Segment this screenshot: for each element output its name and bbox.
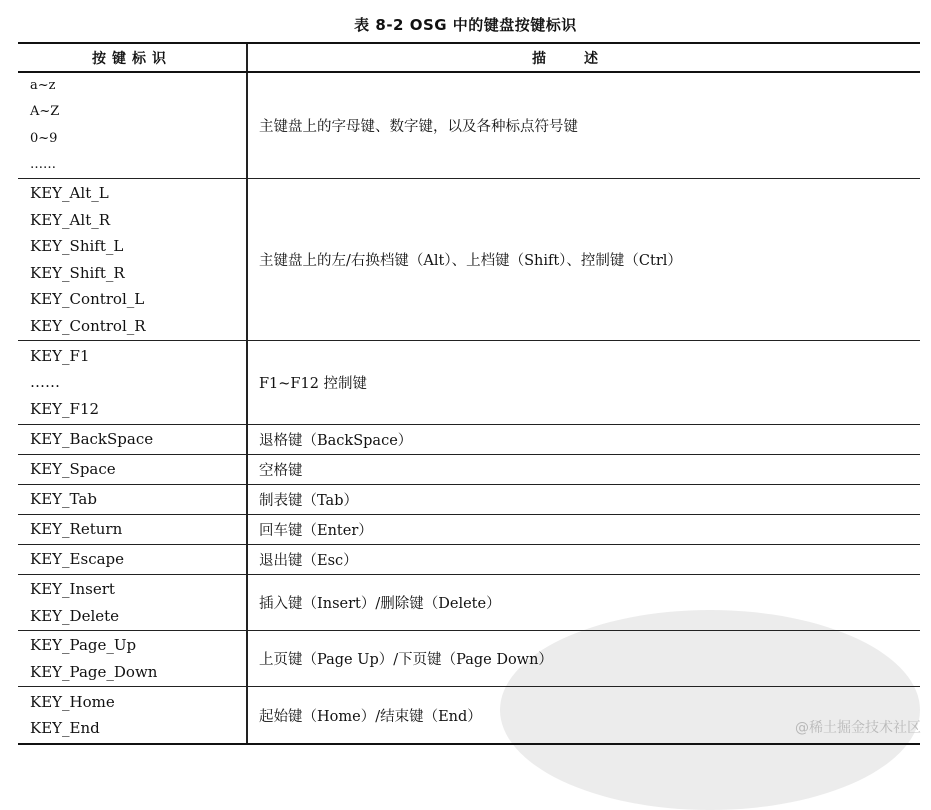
key-id: KEY_End [30, 719, 100, 737]
key-id: KEY_Shift_R [30, 263, 125, 282]
key-table [18, 42, 920, 745]
table-row [18, 341, 920, 425]
table-header-row [18, 44, 920, 73]
key-id: a~z [30, 77, 56, 93]
key-id: KEY_Return [30, 520, 123, 539]
table-row [18, 687, 920, 743]
key-id: KEY_Control_R [30, 316, 146, 335]
key-id-cell [18, 455, 248, 484]
watermark-text: @稀土掘金技术社区 [795, 720, 921, 736]
key-id-cell [18, 341, 248, 424]
description-cell: 退格键（BackSpace） [259, 433, 413, 449]
description-cell: 制表键（Tab） [259, 493, 358, 509]
key-id-cell [18, 687, 248, 743]
table-caption: 表 8-2 OSG 中的键盘按键标识 [354, 16, 577, 34]
description-cell: 空格键 [259, 463, 303, 479]
key-id-cell [18, 425, 248, 454]
description-cell: 退出键（Esc） [259, 553, 358, 569]
key-id-cell [18, 575, 248, 630]
description-cell: F1~F12 控制键 [259, 376, 368, 392]
table-row [18, 179, 920, 341]
key-id-cell [18, 515, 248, 544]
key-id: KEY_F12 [30, 399, 100, 418]
key-id: KEY_F1 [30, 346, 90, 365]
key-id: KEY_Tab [30, 490, 97, 509]
table-row [18, 545, 920, 575]
table-row [18, 515, 920, 545]
key-id: KEY_BackSpace [30, 430, 154, 449]
key-id: KEY_Page_Down [30, 662, 158, 681]
table-row [18, 73, 920, 179]
key-id: KEY_Shift_L [30, 237, 124, 255]
table-row [18, 485, 920, 515]
key-id: …… [30, 373, 60, 392]
key-id-cell [18, 73, 248, 178]
key-id: KEY_Escape [30, 550, 125, 569]
table-row [18, 575, 920, 631]
header-key-id: 按键标识 [18, 44, 248, 71]
description-cell: 回车键（Enter） [259, 523, 373, 539]
table-row [18, 455, 920, 485]
key-id: A~Z [30, 104, 60, 119]
table-row [18, 631, 920, 687]
key-id: KEY_Delete [30, 606, 120, 625]
key-id: KEY_Alt_R [30, 210, 111, 229]
key-id: …… [30, 157, 56, 172]
description-cell: 上页键（Page Up）/下页键（Page Down） [259, 652, 553, 668]
description-cell: 起始键（Home）/结束键（End） [259, 708, 482, 725]
key-id: 0~9 [30, 130, 58, 146]
key-id: KEY_Control_L [30, 290, 145, 308]
key-id-cell [18, 179, 248, 340]
table-row [18, 425, 920, 455]
key-id-cell [18, 485, 248, 514]
key-id: KEY_Alt_L [30, 184, 109, 202]
key-id: KEY_Page_Up [30, 636, 137, 654]
header-description: 描述 [532, 50, 636, 67]
key-id-cell [18, 545, 248, 574]
table-body [18, 73, 920, 743]
description-cell: 插入键（Insert）/删除键（Delete） [259, 596, 501, 612]
description-cell: 主键盘上的字母键、数字键，以及各种标点符号键 [259, 119, 578, 135]
key-id-cell [18, 631, 248, 686]
key-id: KEY_Space [30, 460, 116, 479]
key-id: KEY_Home [30, 692, 115, 711]
description-cell: 主键盘上的左/右换档键（Alt）、上档键（Shift）、控制键（Ctrl） [259, 253, 682, 269]
key-id: KEY_Insert [30, 580, 115, 598]
